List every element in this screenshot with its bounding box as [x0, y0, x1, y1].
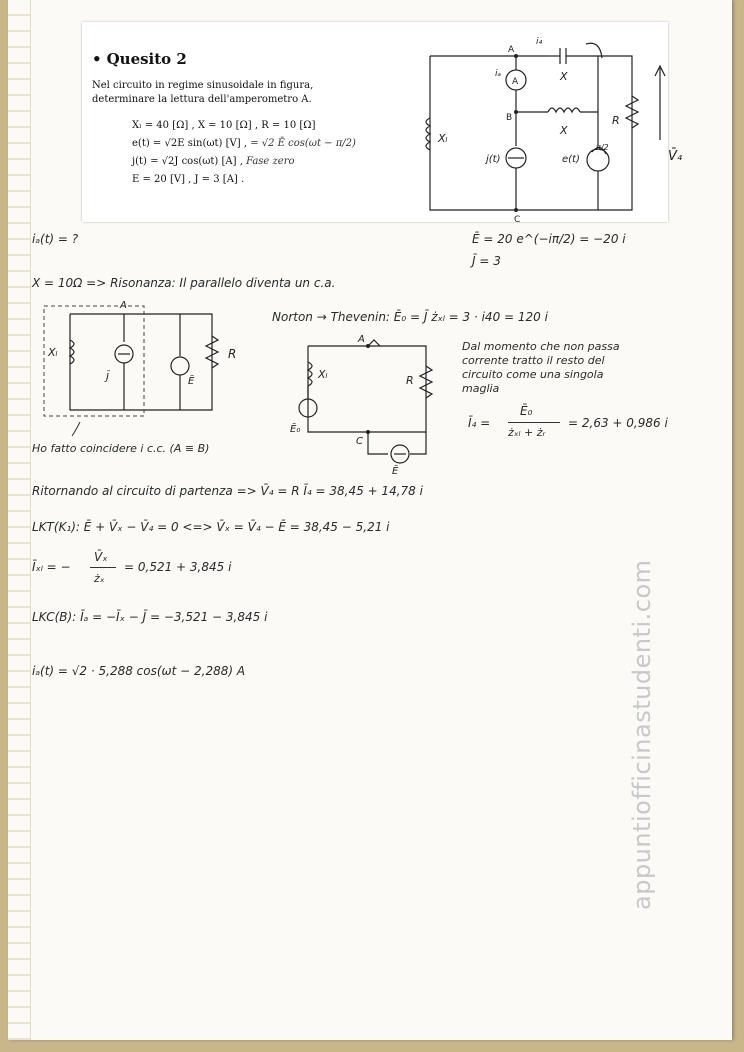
note-dal-1: Dal momento che non passa — [462, 340, 620, 353]
c2-r-label: R — [228, 347, 237, 361]
i4-fraction-bar — [508, 422, 560, 423]
c3-e-label: Ē — [392, 466, 399, 477]
ixl-fraction-bar — [90, 567, 116, 568]
c2-j-label: J̄ — [106, 372, 109, 383]
note-i4-num: Ē₀ — [520, 404, 533, 418]
param-line-3-text: j(t) = √2J cos(ωt) [A] , — [132, 156, 243, 167]
c1-x-mid-label: X — [560, 124, 568, 137]
c1-x-top-label: X — [560, 70, 568, 83]
c3-e0-label: Ē₀ — [290, 424, 301, 435]
c1-j-label: j(t) — [486, 154, 501, 165]
notebook-page — [8, 0, 732, 1040]
note-i4-rhs: = 2,63 + 0,986 i — [568, 416, 668, 430]
param-line-1: Xₗ = 40 [Ω] , X = 10 [Ω] , R = 10 [Ω] — [132, 120, 316, 131]
note-i4-lhs: Ī₄ = — [468, 416, 491, 430]
note-ritornando: Ritornando al circuito di partenza => V̄₄ = R Ī₄ = 38,45 + 14,78 i — [32, 484, 423, 498]
note-norton: Norton → Thevenin: Ē₀ = J̄ żₓₗ = 3 · i40 = 120 i — [272, 310, 548, 324]
statement-line-2: determinare la lettura dell'amperometro A. — [92, 94, 312, 105]
note-ixl-rhs: = 0,521 + 3,845 i — [124, 560, 232, 574]
statement-line-1: Nel circuito in regime sinusoidale in figura, — [92, 80, 314, 91]
note-ixl-lhs: Īₓₗ = − — [32, 560, 71, 574]
c1-ia-label: iₐ — [495, 69, 502, 79]
note-phasor-j: J̄ = 3 — [472, 254, 501, 268]
note-lkt: LKT(K₁): Ē + V̄ₓ − V̄₄ = 0 <=> V̄ₓ = V̄₄ − Ē = 38,45 − 5,21 i — [32, 520, 390, 534]
c2-node-a: A — [120, 300, 127, 311]
note-final: iₐ(t) = √2 · 5,288 cos(ωt − 2,288) A — [32, 664, 246, 678]
note-ixl-num: V̄ₓ — [94, 550, 108, 564]
c1-v4-label: V̄₄ — [668, 149, 683, 164]
note-phasor-e: Ē = 20 e^(−iπ/2) = −20 i — [472, 232, 626, 246]
c1-e-label: e(t) — [562, 154, 580, 165]
c1-node-c: C — [514, 215, 521, 225]
note-dal-2: corrente tratto il resto del — [462, 354, 605, 367]
param-line-4: E = 20 [V] , J = 3 [A] . — [132, 174, 245, 185]
note-resonance: X = 10Ω => Risonanza: Il parallelo diventa un c.a. — [32, 276, 336, 290]
c1-node-a: A — [508, 45, 515, 55]
problem-title: • Quesito 2 — [92, 50, 187, 68]
note-lkc: LKC(B): Īₐ = −Īₓ − J̄ = −3,521 − 3,845 i — [32, 610, 268, 624]
note-question: iₐ(t) = ? — [32, 232, 79, 246]
c1-pi2-label: π/2 — [596, 143, 609, 152]
c3-node-a: A — [358, 334, 365, 345]
note-ho-fatto: Ho fatto coincidere i c.c. (A ≡ B) — [32, 442, 210, 455]
c3-r-label: R — [406, 374, 414, 387]
watermark-text: appuntiofficinastudenti.com — [628, 559, 656, 910]
note-dal-4: maglia — [462, 382, 500, 395]
c2-xl-label: Xₗ — [48, 346, 58, 359]
param-line-3-note: Fase zero — [246, 156, 295, 167]
c3-xl-label: Xₗ — [318, 368, 328, 381]
c1-r-label: R — [612, 114, 620, 127]
note-ixl-den: żₓ — [94, 572, 105, 585]
c3-node-c: C — [356, 436, 363, 447]
param-line-2-text: e(t) = √2E sin(ωt) [V] , — [132, 138, 247, 149]
note-dal-3: circuito come una singola — [462, 368, 604, 381]
c1-ammeter-label: A — [512, 77, 519, 87]
c1-node-b: B — [506, 113, 513, 123]
param-line-2-note: = √2 Ē cos(ωt − π/2) — [250, 138, 356, 149]
c1-xl-label: Xₗ — [438, 132, 448, 145]
c2-e-label: Ē — [188, 376, 195, 387]
c1-i4-label: i₄ — [536, 37, 543, 47]
note-i4-den: żₓₗ + żᵣ — [508, 426, 546, 439]
